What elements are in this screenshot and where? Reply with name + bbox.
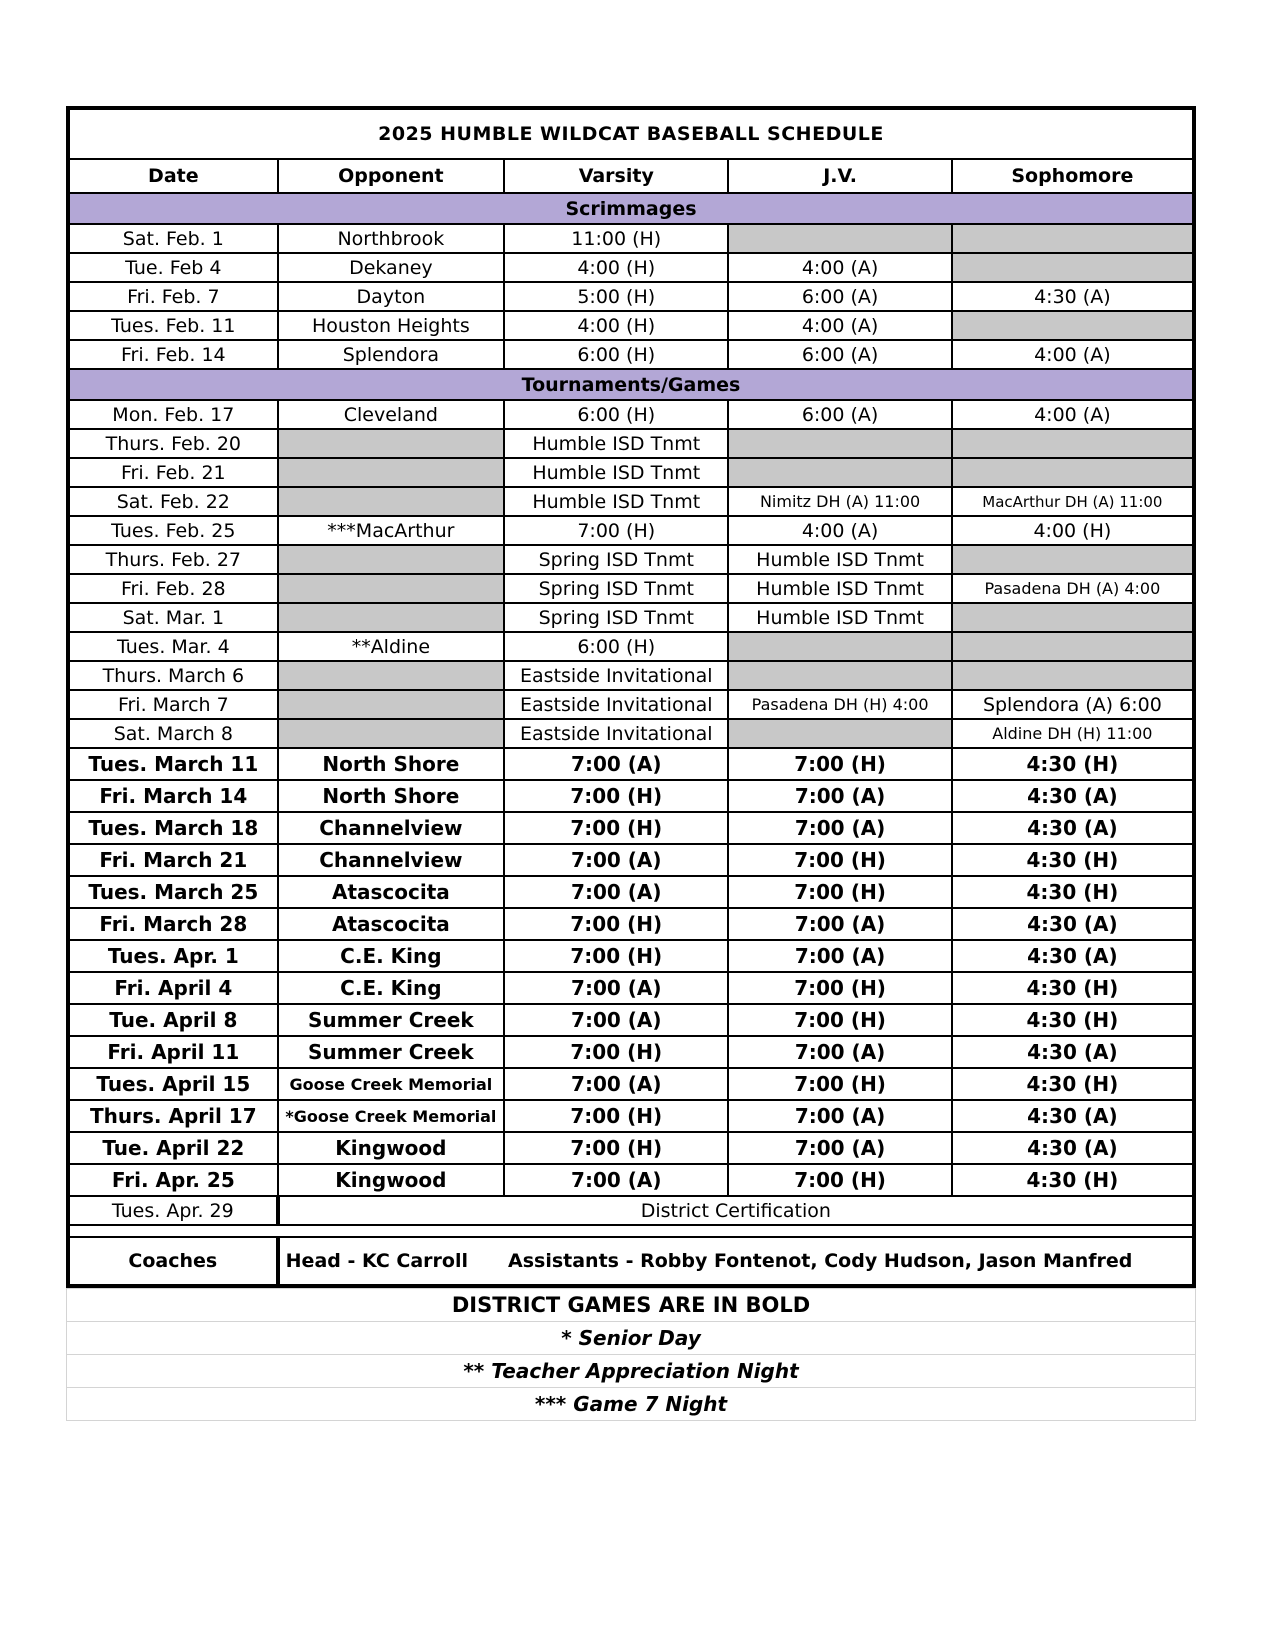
opponent-cell: Kingwood [278, 1164, 504, 1196]
varsity-cell: Humble ISD Tnmt [504, 458, 728, 487]
schedule-row [68, 1132, 1194, 1164]
opponent-cell [278, 429, 504, 458]
sophomore-cell: Aldine DH (H) 11:00 [952, 719, 1194, 748]
jv-cell: 7:00 (H) [728, 972, 951, 1004]
certification-date: Tues. Apr. 29 [68, 1196, 278, 1225]
schedule-row [68, 940, 1194, 972]
opponent-cell: Splendora [278, 340, 504, 369]
jv-cell: 7:00 (A) [728, 1036, 951, 1068]
schedule-row [68, 603, 1194, 632]
varsity-cell: 6:00 (H) [504, 340, 728, 369]
jv-cell: 4:00 (A) [728, 253, 951, 282]
varsity-cell: 7:00 (A) [504, 1004, 728, 1036]
varsity-cell: 7:00 (A) [504, 1068, 728, 1100]
header-sophomore: Sophomore [952, 159, 1194, 193]
title-row [68, 108, 1194, 159]
sophomore-cell [952, 224, 1194, 253]
schedule-title: 2025 HUMBLE WILDCAT BASEBALL SCHEDULE [68, 108, 1194, 159]
opponent-cell: Dekaney [278, 253, 504, 282]
opponent-cell [278, 690, 504, 719]
schedule-row [68, 458, 1194, 487]
date-cell: Fri. April 11 [68, 1036, 278, 1068]
date-cell: Tues. Feb. 11 [68, 311, 278, 340]
jv-cell: Pasadena DH (H) 4:00 [728, 690, 951, 719]
sophomore-cell: 4:00 (H) [952, 516, 1194, 545]
date-cell: Tues. March 25 [68, 876, 278, 908]
sophomore-cell: 4:30 (A) [952, 1132, 1194, 1164]
opponent-cell: Cleveland [278, 400, 504, 429]
opponent-cell: **Aldine [278, 632, 504, 661]
opponent-cell [278, 661, 504, 690]
varsity-cell: 7:00 (A) [504, 748, 728, 780]
schedule-row [68, 516, 1194, 545]
jv-cell: 7:00 (A) [728, 908, 951, 940]
jv-cell: Humble ISD Tnmt [728, 545, 951, 574]
date-cell: Fri. Feb. 14 [68, 340, 278, 369]
head-coach: Head - KC Carroll [285, 1250, 468, 1272]
jv-cell: 7:00 (A) [728, 1132, 951, 1164]
schedule-row [68, 282, 1194, 311]
opponent-cell: Summer Creek [278, 1004, 504, 1036]
sophomore-cell: 4:30 (A) [952, 282, 1194, 311]
sophomore-cell [952, 458, 1194, 487]
jv-cell: Humble ISD Tnmt [728, 574, 951, 603]
schedule-row [68, 908, 1194, 940]
varsity-cell: Eastside Invitational [504, 690, 728, 719]
note-district: DISTRICT GAMES ARE IN BOLD [67, 1289, 1196, 1322]
jv-cell: 4:00 (A) [728, 516, 951, 545]
sophomore-cell: 4:00 (A) [952, 340, 1194, 369]
note-row-senior [67, 1322, 1196, 1355]
date-cell: Sat. Mar. 1 [68, 603, 278, 632]
schedule-row [68, 400, 1194, 429]
varsity-cell: Spring ISD Tnmt [504, 574, 728, 603]
notes-table [66, 1288, 1196, 1421]
varsity-cell: 7:00 (A) [504, 1164, 728, 1196]
sophomore-cell: 4:30 (H) [952, 876, 1194, 908]
schedule-row [68, 1004, 1194, 1036]
coaches-row [68, 1237, 1194, 1286]
date-cell: Fri. March 21 [68, 844, 278, 876]
sophomore-cell [952, 603, 1194, 632]
date-cell: Tue. April 8 [68, 1004, 278, 1036]
varsity-cell: Eastside Invitational [504, 661, 728, 690]
certification-row [68, 1196, 1194, 1225]
varsity-cell: 7:00 (H) [504, 1036, 728, 1068]
jv-cell [728, 224, 951, 253]
opponent-cell [278, 719, 504, 748]
varsity-cell: 6:00 (H) [504, 400, 728, 429]
schedule-row [68, 748, 1194, 780]
date-cell: Fri. Feb. 28 [68, 574, 278, 603]
schedule-row [68, 429, 1194, 458]
date-cell: Tue. April 22 [68, 1132, 278, 1164]
opponent-cell: C.E. King [278, 940, 504, 972]
date-cell: Sat. March 8 [68, 719, 278, 748]
sophomore-cell: Pasadena DH (A) 4:00 [952, 574, 1194, 603]
note-teacher: ** Teacher Appreciation Night [67, 1355, 1196, 1388]
sophomore-cell: 4:30 (A) [952, 780, 1194, 812]
note-row-district [67, 1289, 1196, 1322]
varsity-cell: 7:00 (H) [504, 908, 728, 940]
jv-cell: Nimitz DH (A) 11:00 [728, 487, 951, 516]
varsity-cell: 7:00 (A) [504, 844, 728, 876]
jv-cell: 7:00 (H) [728, 1004, 951, 1036]
varsity-cell: 7:00 (H) [504, 812, 728, 844]
sophomore-cell: 4:30 (A) [952, 940, 1194, 972]
header-jv: J.V. [728, 159, 951, 193]
opponent-cell: ***MacArthur [278, 516, 504, 545]
opponent-cell: Dayton [278, 282, 504, 311]
date-cell: Tues. March 18 [68, 812, 278, 844]
header-opponent: Opponent [278, 159, 504, 193]
note-game7: *** Game 7 Night [67, 1388, 1196, 1421]
varsity-cell: 7:00 (H) [504, 516, 728, 545]
opponent-cell [278, 545, 504, 574]
jv-cell: 7:00 (A) [728, 1100, 951, 1132]
varsity-cell: Humble ISD Tnmt [504, 429, 728, 458]
jv-cell: 6:00 (A) [728, 340, 951, 369]
sophomore-cell [952, 311, 1194, 340]
coaches-label: Coaches [68, 1237, 278, 1286]
jv-cell [728, 429, 951, 458]
jv-cell [728, 661, 951, 690]
jv-cell: 6:00 (A) [728, 400, 951, 429]
schedule-table [66, 106, 1196, 1288]
date-cell: Tues. Apr. 1 [68, 940, 278, 972]
opponent-cell: North Shore [278, 748, 504, 780]
schedule-row [68, 780, 1194, 812]
schedule-row [68, 661, 1194, 690]
opponent-cell: Houston Heights [278, 311, 504, 340]
opponent-cell: Atascocita [278, 876, 504, 908]
header-date: Date [68, 159, 278, 193]
schedule-row [68, 340, 1194, 369]
date-cell: Tues. April 15 [68, 1068, 278, 1100]
schedule-row [68, 844, 1194, 876]
schedule-row [68, 690, 1194, 719]
varsity-cell: Spring ISD Tnmt [504, 603, 728, 632]
date-cell: Tue. Feb 4 [68, 253, 278, 282]
schedule-row [68, 487, 1194, 516]
sophomore-cell [952, 253, 1194, 282]
sophomore-cell: Splendora (A) 6:00 [952, 690, 1194, 719]
sophomore-cell: 4:30 (H) [952, 1004, 1194, 1036]
schedule-row [68, 1100, 1194, 1132]
varsity-cell: 4:00 (H) [504, 311, 728, 340]
section-label-tournaments: Tournaments/Games [68, 369, 1194, 400]
opponent-cell: Kingwood [278, 1132, 504, 1164]
date-cell: Thurs. April 17 [68, 1100, 278, 1132]
section-tournaments [68, 369, 1194, 400]
date-cell: Thurs. Feb. 27 [68, 545, 278, 574]
sophomore-cell [952, 545, 1194, 574]
sophomore-cell: 4:30 (A) [952, 908, 1194, 940]
schedule-row [68, 632, 1194, 661]
sophomore-cell [952, 632, 1194, 661]
sophomore-cell: 4:00 (A) [952, 400, 1194, 429]
coaches-names [278, 1237, 1194, 1286]
certification-text: District Certification [278, 1196, 1194, 1225]
sophomore-cell: 4:30 (H) [952, 844, 1194, 876]
opponent-cell: *Goose Creek Memorial [278, 1100, 504, 1132]
date-cell: Fri. April 4 [68, 972, 278, 1004]
varsity-cell: 7:00 (A) [504, 972, 728, 1004]
schedule-row [68, 1036, 1194, 1068]
date-cell: Sat. Feb. 22 [68, 487, 278, 516]
header-varsity: Varsity [504, 159, 728, 193]
jv-cell: 7:00 (A) [728, 812, 951, 844]
note-senior: * Senior Day [67, 1322, 1196, 1355]
sophomore-cell: 4:30 (A) [952, 1036, 1194, 1068]
varsity-cell: Spring ISD Tnmt [504, 545, 728, 574]
schedule-row [68, 224, 1194, 253]
section-label-scrimmages: Scrimmages [68, 193, 1194, 224]
opponent-cell [278, 487, 504, 516]
date-cell: Fri. March 28 [68, 908, 278, 940]
opponent-cell: Channelview [278, 812, 504, 844]
schedule-row [68, 1068, 1194, 1100]
varsity-cell: 5:00 (H) [504, 282, 728, 311]
opponent-cell [278, 603, 504, 632]
opponent-cell: C.E. King [278, 972, 504, 1004]
opponent-cell [278, 574, 504, 603]
header-row [68, 159, 1194, 193]
date-cell: Fri. March 7 [68, 690, 278, 719]
jv-cell: 7:00 (H) [728, 844, 951, 876]
date-cell: Fri. Feb. 21 [68, 458, 278, 487]
schedule-row [68, 876, 1194, 908]
jv-cell: 4:00 (A) [728, 311, 951, 340]
spacer-cell [68, 1225, 1194, 1237]
opponent-cell: Northbrook [278, 224, 504, 253]
assistant-coaches: Assistants - Robby Fontenot, Cody Hudson, Jason Manfred [508, 1250, 1133, 1272]
schedule-sheet [66, 106, 1196, 1421]
jv-cell: 7:00 (A) [728, 780, 951, 812]
varsity-cell: 4:00 (H) [504, 253, 728, 282]
sophomore-cell: 4:30 (A) [952, 812, 1194, 844]
sophomore-cell: MacArthur DH (A) 11:00 [952, 487, 1194, 516]
jv-cell: 7:00 (H) [728, 1068, 951, 1100]
varsity-cell: 6:00 (H) [504, 632, 728, 661]
varsity-cell: 11:00 (H) [504, 224, 728, 253]
note-row-teacher [67, 1355, 1196, 1388]
date-cell: Fri. Feb. 7 [68, 282, 278, 311]
spacer-row [68, 1225, 1194, 1237]
schedule-row [68, 1164, 1194, 1196]
varsity-cell: 7:00 (H) [504, 940, 728, 972]
sophomore-cell [952, 429, 1194, 458]
opponent-cell [278, 458, 504, 487]
opponent-cell: Atascocita [278, 908, 504, 940]
sophomore-cell [952, 661, 1194, 690]
jv-cell: 7:00 (H) [728, 748, 951, 780]
opponent-cell: Goose Creek Memorial [278, 1068, 504, 1100]
date-cell: Thurs. March 6 [68, 661, 278, 690]
section-scrimmages [68, 193, 1194, 224]
opponent-cell: North Shore [278, 780, 504, 812]
date-cell: Tues. Feb. 25 [68, 516, 278, 545]
schedule-row [68, 545, 1194, 574]
date-cell: Fri. Apr. 25 [68, 1164, 278, 1196]
schedule-row [68, 719, 1194, 748]
sophomore-cell: 4:30 (H) [952, 1068, 1194, 1100]
schedule-row [68, 972, 1194, 1004]
varsity-cell: 7:00 (H) [504, 1100, 728, 1132]
jv-cell: Humble ISD Tnmt [728, 603, 951, 632]
sophomore-cell: 4:30 (H) [952, 1164, 1194, 1196]
date-cell: Tues. March 11 [68, 748, 278, 780]
varsity-cell: 7:00 (H) [504, 1132, 728, 1164]
opponent-cell: Summer Creek [278, 1036, 504, 1068]
date-cell: Tues. Mar. 4 [68, 632, 278, 661]
sophomore-cell: 4:30 (A) [952, 1100, 1194, 1132]
sophomore-cell: 4:30 (H) [952, 972, 1194, 1004]
jv-cell: 7:00 (H) [728, 876, 951, 908]
jv-cell [728, 458, 951, 487]
jv-cell: 7:00 (A) [728, 940, 951, 972]
date-cell: Sat. Feb. 1 [68, 224, 278, 253]
varsity-cell: 7:00 (A) [504, 876, 728, 908]
jv-cell [728, 632, 951, 661]
jv-cell: 7:00 (H) [728, 1164, 951, 1196]
sophomore-cell: 4:30 (H) [952, 748, 1194, 780]
date-cell: Fri. March 14 [68, 780, 278, 812]
jv-cell [728, 719, 951, 748]
schedule-row [68, 253, 1194, 282]
date-cell: Thurs. Feb. 20 [68, 429, 278, 458]
date-cell: Mon. Feb. 17 [68, 400, 278, 429]
varsity-cell: Humble ISD Tnmt [504, 487, 728, 516]
schedule-row [68, 574, 1194, 603]
note-row-game7 [67, 1388, 1196, 1421]
opponent-cell: Channelview [278, 844, 504, 876]
varsity-cell: 7:00 (H) [504, 780, 728, 812]
schedule-row [68, 812, 1194, 844]
schedule-row [68, 311, 1194, 340]
varsity-cell: Eastside Invitational [504, 719, 728, 748]
jv-cell: 6:00 (A) [728, 282, 951, 311]
